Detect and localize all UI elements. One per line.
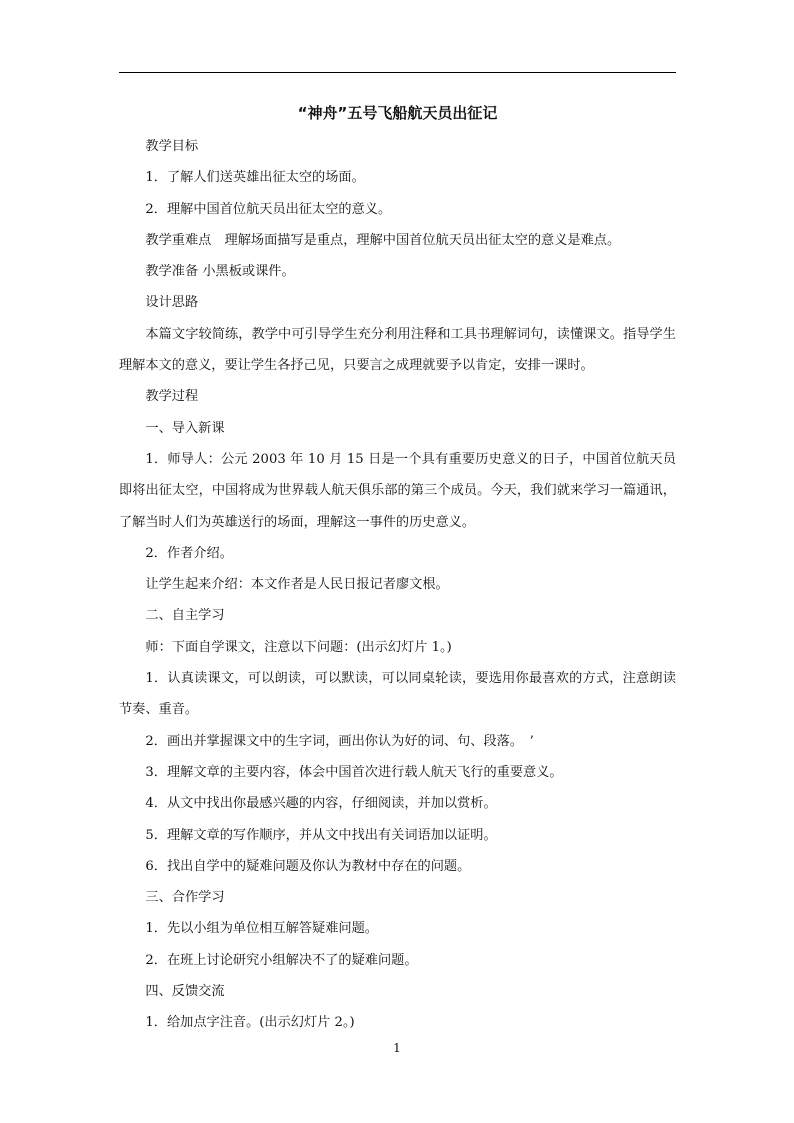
paragraph: 2．画出并掌握课文中的生字词，画出你认为好的词、句、段落。 ’ <box>145 733 534 749</box>
paragraph: 师：下面自学课文，注意以下问题：(出示幻灯片 1。) <box>145 639 452 655</box>
paragraph: 2．作者介绍。 <box>145 545 233 561</box>
paragraph: 二、自主学习 <box>145 608 225 624</box>
paragraph: 教学重难点 理解场面描写是重点，理解中国首位航天员出征太空的意义是难点。 <box>145 232 621 248</box>
paragraph: 2．理解中国首位航天员出征太空的意义。 <box>145 201 392 217</box>
document-title: “神舟”五号飞船航天员出征记 <box>297 104 498 122</box>
paragraph: 1．认真读课文，可以朗读，可以默读，可以同桌轮读，要选用你最喜欢的方式，注意朗读节奏、重音。 <box>119 671 676 718</box>
paragraph: 1．先以小组为单位相互解答疑难问题。 <box>145 921 378 937</box>
paragraph: 2．在班上讨论研究小组解决不了的疑难问题。 <box>145 952 418 968</box>
paragraph: 1．给加点字注音。(出示幻灯片 2。) <box>145 1015 355 1031</box>
paragraph: 教学过程 <box>145 389 199 405</box>
paragraph: 本篇文字较简练，教学中可引导学生充分利用注释和工具书理解词句，读懂课文。指导学生理解本文的意义，要让学生各抒己见，只要言之成理就要予以肯定，安排一课时。 <box>119 326 676 374</box>
paragraph: 4．从文中找出你最感兴趣的内容，仔细阅读，并加以赏析。 <box>145 796 497 812</box>
paragraph: 设计思路 <box>145 295 199 311</box>
page-number: 1 <box>393 1041 401 1055</box>
paragraph: 1．了解人们送英雄出征太空的场面。 <box>145 170 365 186</box>
header-rule <box>119 72 676 73</box>
paragraph: 3．理解文章的主要内容，体会中国首次进行载人航天飞行的重要意义。 <box>145 764 563 780</box>
paragraph: 教学目标 <box>145 139 199 154</box>
paragraph: 5．理解文章的写作顺序，并从文中找出有关词语加以证明。 <box>145 827 497 843</box>
paragraph: 教学准备 小黑板或课件。 <box>145 264 295 280</box>
paragraph: 6．找出自学中的疑难问题及你认为教材中存在的问题。 <box>145 858 471 874</box>
paragraph: 让学生起来介绍：本文作者是人民日报记者廖文根。 <box>145 577 449 593</box>
paragraph: 1．师导人：公元 2003 年 10 月 15 日是一个具有重要历史意义的日子，中国首位航天员即将出征太空，中国将成为世界载人航天俱乐部的第三个成员。今天，我们就来学习一篇通讯，了解当时人们为英雄送行的场面，理解这一事件的历史意义。 <box>119 451 676 530</box>
paragraph: 四、反馈交流 <box>145 984 225 1000</box>
document-body <box>119 131 676 1039</box>
paragraph: 一、导入新课 <box>145 420 225 436</box>
paragraph: 三、合作学习 <box>145 890 225 906</box>
